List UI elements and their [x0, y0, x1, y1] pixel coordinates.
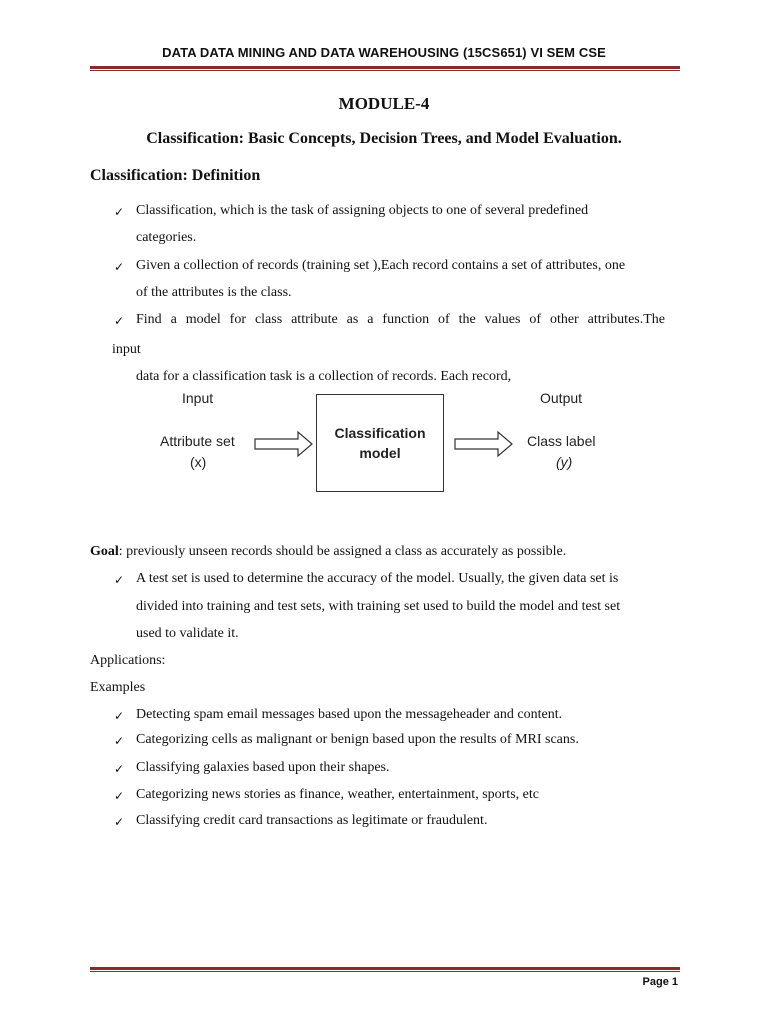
- definition-bullet-1-line-1: Classification, which is the task of assigning objects to one of several predefined: [136, 203, 589, 218]
- definition-bullet-3-line-1: Find a model for class attribute as a function of the values of other attributes.The: [136, 312, 665, 327]
- applications-heading: Applications:: [90, 653, 166, 668]
- check-icon: ✓: [114, 762, 125, 776]
- goal-label: Goal: [90, 544, 119, 559]
- output-arrow-icon: [454, 430, 514, 458]
- goal-bullet-line-3: used to validate it.: [136, 626, 239, 641]
- model-label-line-2: model: [359, 445, 401, 461]
- header-rule: [90, 66, 680, 71]
- definition-heading: Classification: Definition: [90, 167, 261, 184]
- chapter-title: Classification: Basic Concepts, Decision Trees, and Model Evaluation.: [146, 130, 622, 147]
- definition-bullet-3-line-2: input: [112, 342, 141, 357]
- check-icon: ✓: [114, 314, 125, 328]
- check-icon: ✓: [114, 815, 125, 829]
- example-item: Categorizing cells as malignant or benign based upon the results of MRI scans.: [136, 732, 579, 747]
- footer-rule: [90, 967, 680, 972]
- goal-line: [90, 544, 566, 560]
- definition-bullet-2-line-2: of the attributes is the class.: [136, 285, 292, 300]
- check-icon: ✓: [114, 734, 125, 748]
- definition-bullet-3-line-3: data for a classification task is a collection of records. Each record,: [136, 369, 512, 384]
- check-icon: ✓: [114, 573, 125, 587]
- goal-bullet-line-1: A test set is used to determine the accuracy of the model. Usually, the given data set is: [136, 571, 619, 586]
- check-icon: ✓: [114, 260, 125, 274]
- diagram-class-label: Class label: [527, 433, 596, 449]
- definition-bullet-1-line-2: categories.: [136, 230, 197, 245]
- check-icon: ✓: [114, 205, 125, 219]
- check-icon: ✓: [114, 709, 125, 723]
- diagram-attribute-set: Attribute set: [160, 433, 235, 449]
- diagram-input-label: Input: [182, 390, 214, 406]
- classification-model-box: [316, 394, 444, 492]
- example-item: Detecting spam email messages based upon the messageheader and content.: [136, 707, 563, 722]
- goal-bullet-line-2: divided into training and test sets, with training set used to build the model and test set: [136, 599, 621, 614]
- model-label-line-1: Classification: [334, 425, 426, 441]
- examples-heading: Examples: [90, 680, 146, 695]
- definition-bullet-2-line-1: Given a collection of records (training set ),Each record contains a set of attributes, one: [136, 258, 626, 273]
- goal-text: : previously unseen records should be assigned a class as accurately as possible.: [118, 544, 567, 559]
- page-number: Page 1: [642, 976, 678, 988]
- diagram-class-var: (y): [556, 454, 573, 470]
- module-title: MODULE-4: [338, 94, 430, 113]
- example-item: Categorizing news stories as finance, weather, entertainment, sports, etc: [136, 787, 539, 802]
- input-arrow-icon: [254, 430, 314, 458]
- page-header: DATA DATA MINING AND DATA WAREHOUSING (15CS651) VI SEM CSE: [162, 45, 606, 60]
- example-item: Classifying galaxies based upon their shapes.: [136, 760, 390, 775]
- diagram-output-label: Output: [540, 390, 583, 406]
- diagram-attribute-var: (x): [190, 454, 207, 470]
- check-icon: ✓: [114, 789, 125, 803]
- example-item: Classifying credit card transactions as legitimate or fraudulent.: [136, 813, 488, 828]
